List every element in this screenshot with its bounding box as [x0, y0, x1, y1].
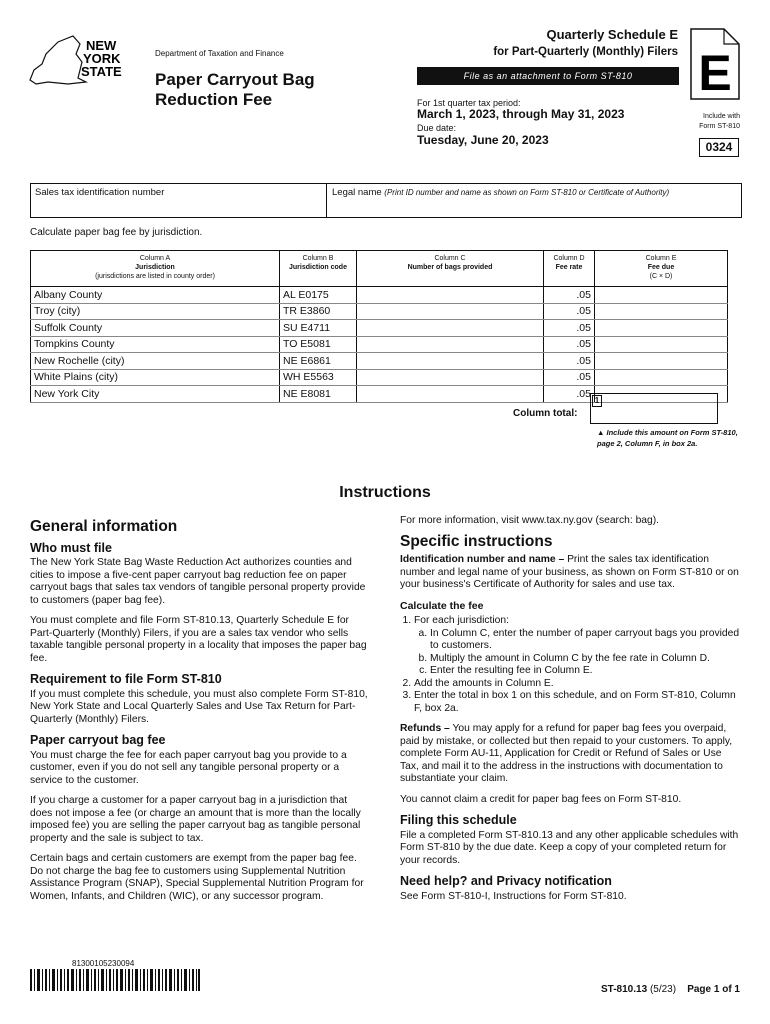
step-1c: c. Enter the resulting fee in Column E.: [430, 665, 740, 678]
due-date-value: Tuesday, June 20, 2023: [417, 133, 549, 147]
new-york-state-logo: [28, 32, 133, 94]
bags-input-cell[interactable]: [357, 303, 544, 320]
fee-rate-cell: .05: [544, 287, 595, 304]
paper-fee-heading: Paper carryout bag fee: [30, 733, 166, 747]
form-id: ST-810.13: [601, 984, 648, 995]
who-must-file-p1: The New York State Bag Waste Reduction Act authorizes counties and cities to impose a five-cent paper carryout bag reduction fee on paper carryout bags that sales tax vendors of tangible personal property provide to customers (paper bag fee).: [30, 557, 366, 606]
paper-fee-p2: If you charge a customer for a paper carryout bag in a jurisdiction that does not impose a fee (or charge an amount that is more than the locally imposed fee) you are selling the paper carryout bag as tangible personal property and the sale is subject to tax.: [30, 795, 361, 844]
due-date-label: Due date:: [417, 123, 457, 133]
column-e-formula: (C × D): [649, 273, 673, 280]
page-number: Page 1 of 1: [687, 984, 740, 995]
column-b-label: Column B: [302, 255, 334, 262]
schedule-letter: E: [698, 45, 732, 100]
step-1-text: For each jurisdiction:: [414, 615, 509, 626]
fee-due-input-cell[interactable]: [595, 303, 728, 320]
jurisdiction-cell: New York City: [31, 386, 280, 403]
column-a-note: (jurisdictions are listed in county order): [95, 273, 215, 280]
instructions-title: Instructions: [339, 484, 431, 501]
jurisdiction-code-cell: NE E6861: [280, 353, 357, 370]
barcode-number: 81300105230094: [72, 959, 135, 968]
jurisdiction-code-cell: TO E5081: [280, 336, 357, 353]
column-e-name: Fee due: [647, 264, 675, 271]
sales-tax-id-field[interactable]: [31, 184, 327, 217]
refunds-bold: Refunds –: [400, 723, 450, 734]
table-row: [31, 353, 728, 370]
column-c-label: Column C: [434, 255, 466, 262]
period-label: For 1st quarter tax period:: [417, 98, 521, 108]
who-must-file-heading: Who must file: [30, 540, 112, 555]
help-heading: Need help? and Privacy notification: [400, 874, 612, 888]
fee-rate-cell: .05: [544, 353, 595, 370]
requirement-heading: Requirement to file Form ST-810: [30, 672, 222, 686]
calc-fee-heading: Calculate the fee: [400, 599, 484, 612]
fee-rate-cell: .05: [544, 303, 595, 320]
fee-rate-cell: .05: [544, 320, 595, 337]
table-header-row: [31, 251, 728, 287]
id-name-text: Print the sales tax identification number and legal name of your business, as shown on Form ST-810 or on your business's Certificate of Authority for sales and use tax.: [400, 554, 739, 590]
page-footer: [601, 984, 740, 995]
schedule-letter-badge: [690, 28, 740, 100]
refunds-paragraph: [400, 723, 740, 786]
jurisdiction-cell: Tompkins County: [31, 336, 280, 353]
table-row: [31, 287, 728, 304]
jurisdiction-code-cell: WH E5563: [280, 369, 357, 386]
include-note-line1: Include with: [703, 113, 740, 120]
include-note-line2: Form ST-810: [699, 123, 740, 130]
column-total-input[interactable]: [590, 393, 718, 424]
fee-table: [30, 250, 728, 403]
jurisdiction-cell: Albany County: [31, 287, 280, 304]
jurisdiction-cell: White Plains (city): [31, 369, 280, 386]
jurisdiction-code-cell: TR E3860: [280, 303, 357, 320]
bags-input-cell[interactable]: [357, 369, 544, 386]
requirement-paragraph: If you must complete this schedule, you must also complete Form ST-810, New York State and Local Quarterly Sales and Use Tax Return for Part-Quarterly (Monthly) Filers.: [30, 688, 368, 725]
column-e-header: [595, 251, 728, 287]
box-number: 1: [592, 395, 602, 407]
form-title: [155, 70, 315, 110]
bags-input-cell[interactable]: [357, 353, 544, 370]
table-row: [31, 320, 728, 337]
sales-tax-id-label: Sales tax identification number: [35, 187, 165, 198]
help-paragraph: See Form ST-810-I, Instructions for Form ST-810.: [400, 890, 627, 902]
fee-due-input-cell[interactable]: [595, 353, 728, 370]
form-code-box: 0324: [699, 138, 739, 157]
attachment-note-bar: File as an attachment to Form ST-810: [417, 67, 679, 85]
step-1-substeps: [414, 628, 740, 678]
svg-text:STATE: STATE: [81, 64, 122, 79]
bags-input-cell[interactable]: [357, 287, 544, 304]
form-title-line2: Reduction Fee: [155, 90, 273, 109]
id-name-bold: Identification number and name –: [400, 554, 565, 565]
step-2: 2. Add the amounts in Column E.: [414, 678, 740, 691]
jurisdiction-cell: Troy (city): [31, 303, 280, 320]
column-total-label: Column total:: [513, 408, 578, 419]
form-title-line1: Paper Carryout Bag: [155, 70, 315, 89]
step-1: [414, 615, 740, 678]
fee-rate-cell: .05: [544, 336, 595, 353]
id-name-paragraph: [400, 554, 740, 592]
table-row: [31, 303, 728, 320]
refunds-text: You may apply for a refund for paper bag fees you overpaid, paid by mistake, or collected but then repaid to your customers. To apply, complete Form AU-11, Application for Credit or Refund of Sales or Use Tax, and mail it to the address in the instructions with documentation to substantiate your claim.: [400, 723, 733, 784]
paper-fee-p3: Certain bags and certain customers are exempt from the paper bag fee. Do not charge the bag fee to customers using Supplemental Nutrition Assistance Program (SNAP), Special Supplemental Nutrition Program for Women, Infants, and Children (WIC), or any successor program.: [30, 853, 364, 902]
jurisdiction-cell: New Rochelle (city): [31, 353, 280, 370]
step-3: 3. Enter the total in box 1 on this schedule, and on Form ST-810, Column F, box 2a.: [414, 690, 740, 715]
fee-due-input-cell[interactable]: [595, 336, 728, 353]
period-value: March 1, 2023, through May 31, 2023: [417, 107, 625, 121]
step-1b: b. Multiply the amount in Column C by the fee rate in Column D.: [430, 653, 740, 666]
filing-paragraph: File a completed Form ST-810.13 and any other applicable schedules with Form ST-810 by the due date. Keep a copy of your completed return for your records.: [400, 829, 739, 866]
fee-due-input-cell[interactable]: [595, 369, 728, 386]
jurisdiction-code-cell: AL E0175: [280, 287, 357, 304]
legal-name-hint: (Print ID number and name as shown on Form ST-810 or Certificate of Authority): [384, 188, 670, 197]
general-information-column: [30, 515, 370, 911]
department-name: Department of Taxation and Finance: [155, 49, 284, 58]
include-amount-text: Include this amount on Form ST-810, page 2, Column F, in box 2a.: [597, 428, 738, 448]
fee-due-input-cell[interactable]: [595, 287, 728, 304]
calculate-label: Calculate paper bag fee by jurisdiction.: [30, 227, 203, 238]
identification-row: [30, 183, 742, 218]
table-row: [31, 336, 728, 353]
step-1a: a. In Column C, enter the number of paper carryout bags you provided to customers.: [430, 628, 740, 653]
column-d-name: Fee rate: [555, 264, 583, 271]
svg-text:NEW: NEW: [86, 38, 117, 53]
general-info-heading: General information: [30, 518, 178, 535]
bags-input-cell[interactable]: [357, 386, 544, 403]
who-must-file-p2: You must complete and file Form ST-810.13, Quarterly Schedule E for Part-Quarterly (Monthly) Filers, if you are a sales tax vendor who sells taxable tangible personal property in a locality that imposes the paper bag fee.: [30, 615, 367, 664]
more-info-text: For more information, visit www.tax.ny.gov (search: bag).: [400, 515, 660, 526]
jurisdiction-code-cell: NE E8081: [280, 386, 357, 403]
column-b-name: Jurisdiction code: [289, 264, 347, 271]
jurisdiction-code-cell: SU E4711: [280, 320, 357, 337]
column-e-label: Column E: [645, 255, 677, 262]
column-d-header: [544, 251, 595, 287]
column-c-header: [357, 251, 544, 287]
column-c-name: Number of bags provided: [407, 264, 493, 271]
include-with-note: [699, 112, 740, 132]
form-revision: (5/23): [649, 984, 677, 995]
column-a-name: Jurisdiction: [135, 264, 175, 271]
triangle-up-icon: ▲: [597, 428, 607, 437]
bags-input-cell[interactable]: [357, 336, 544, 353]
jurisdiction-cell: Suffolk County: [31, 320, 280, 337]
filing-heading: Filing this schedule: [400, 813, 517, 827]
fee-rate-cell: .05: [544, 386, 595, 403]
barcode: [30, 969, 200, 991]
column-d-label: Column D: [553, 255, 585, 262]
specific-instructions-column: [400, 515, 740, 911]
table-row: [31, 369, 728, 386]
fee-due-input-cell[interactable]: [595, 320, 728, 337]
fee-rate-cell: .05: [544, 369, 595, 386]
legal-name-field[interactable]: [328, 184, 741, 217]
bags-input-cell[interactable]: [357, 320, 544, 337]
no-credit-text: You cannot claim a credit for paper bag fees on Form ST-810.: [400, 793, 682, 805]
calc-steps: [400, 615, 740, 715]
column-b-header: [280, 251, 357, 287]
include-amount-note: [597, 427, 747, 449]
schedule-title: Quarterly Schedule E: [546, 27, 678, 42]
paper-fee-p1: You must charge the fee for each paper carryout bag you provide to a customer, even if you do not sell any tangible personal property or a service to the customer.: [30, 749, 347, 786]
legal-name-label: Legal name: [332, 187, 382, 198]
column-a-label: Column A: [139, 255, 171, 262]
svg-text:YORK: YORK: [83, 51, 121, 66]
schedule-subtitle: for Part-Quarterly (Monthly) Filers: [493, 46, 678, 58]
column-a-header: [31, 251, 280, 287]
specific-heading: Specific instructions: [400, 532, 553, 550]
